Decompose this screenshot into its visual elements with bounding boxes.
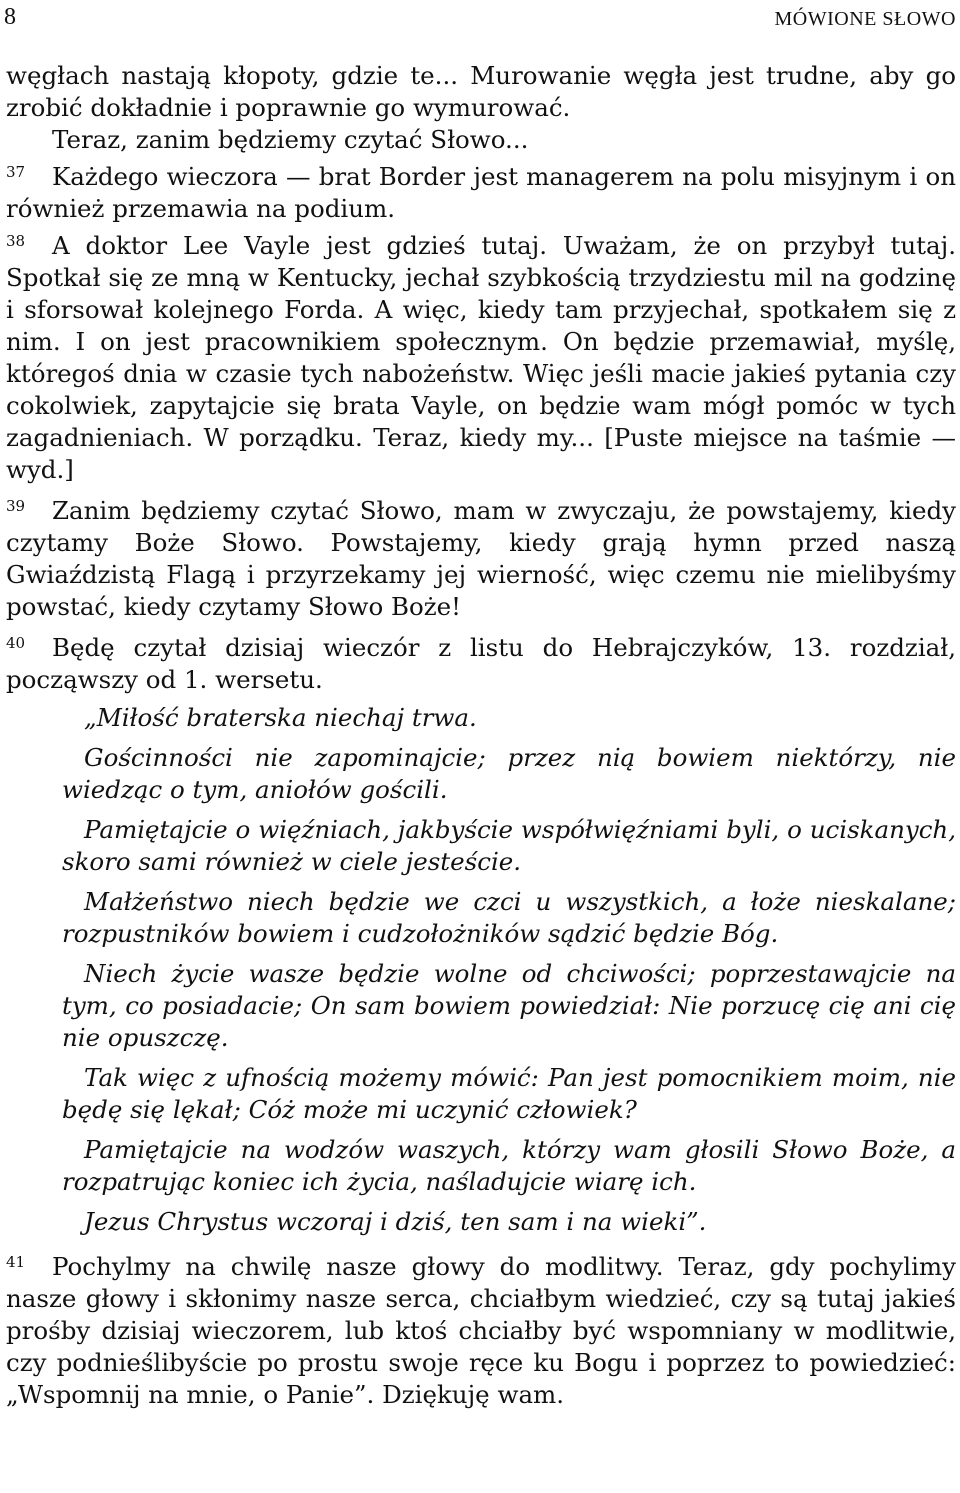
numbered-paragraph-41	[6, 1246, 956, 1411]
paragraph-text: Będę czytał dzisiaj wieczór z listu do Hebrajczyków, 13. rozdział, począwszy od 1. wersetu.	[6, 633, 956, 694]
scripture-verse: Pamiętajcie na wodzów waszych, którzy wam głosili Słowo Boże, a rozpatrując koniec ich życia, naśladujcie wiarę ich.	[62, 1135, 956, 1196]
page-body	[6, 60, 956, 1411]
numbered-paragraph-39	[6, 490, 956, 623]
numbered-paragraph-40	[6, 627, 956, 696]
numbered-paragraph-38	[6, 225, 956, 486]
scripture-verse: Gościnności nie zapominajcie; przez nią bowiem niektórzy, nie wiedząc o tym, aniołów gościli.	[62, 743, 956, 804]
scripture-quote	[62, 702, 956, 1238]
paragraph-number: 39	[6, 497, 26, 515]
page-header	[0, 4, 960, 38]
paragraph-text: Pochylmy na chwilę nasze głowy do modlitwy. Teraz, gdy pochylimy nasze głowy i skłonimy nasze serca, chciałbym wiedzieć, czy są tutaj jakieś prośby dzisiaj wieczorem, lub ktoś chciałby być wspomniany w modlitwie, czy podnieślibyście po prostu swoje ręce ku Bogu i poprzez to powiedzieć: „Wspomnij na mnie, o Panie”. Dziękuję wam.	[6, 1252, 956, 1409]
running-title: MÓWIONE SŁOWO	[774, 8, 956, 30]
paragraph-number: 38	[6, 232, 26, 250]
paragraph: Teraz, zanim będziemy czytać Słowo...	[52, 125, 529, 154]
scripture-verse: Jezus Chrystus wczoraj i dziś, ten sam i na wieki”.	[84, 1207, 707, 1236]
paragraph-number: 40	[6, 634, 26, 652]
paragraph-text: Zanim będziemy czytać Słowo, mam w zwyczaju, że powstajemy, kiedy czytamy Boże Słowo. Powstajemy, kiedy grają hymn przed naszą Gwiaździstą Flagą i przyrzekamy jej wierność, więc czemu nie mielibyśmy powstać, kiedy czytamy Słowo Boże!	[6, 496, 956, 621]
paragraph-continued: węgłach nastają kłopoty, gdzie te... Murowanie węgła jest trudne, aby go zrobić dokładnie i poprawnie go wymurować.	[6, 61, 956, 122]
scripture-verse: Małżeństwo niech będzie we czci u wszystkich, a łoże nieskalane; rozpustników bowiem i cudzołożników sądzić będzie Bóg.	[62, 887, 956, 948]
paragraph-text: Każdego wieczora — brat Border jest managerem na polu misyjnym i on również przemawia na podium.	[6, 162, 956, 223]
paragraph-number: 41	[6, 1253, 26, 1271]
scripture-verse: Pamiętajcie o więźniach, jakbyście współwięźniami byli, o uciskanych, skoro sami również w ciele jesteście.	[62, 815, 956, 876]
scripture-verse: Niech życie wasze będzie wolne od chciwości; poprzestawajcie na tym, co posiadacie; On sam bowiem powiedział: Nie porzucę cię ani cię nie opuszczę.	[62, 959, 956, 1052]
paragraph-text: A doktor Lee Vayle jest gdzieś tutaj. Uważam, że on przybył tutaj. Spotkał się ze mną w Kentucky, jechał szybkością trzydziestu mil na godzinę i sforsował kolejnego Forda. A więc, kiedy tam przyjechał, spotkałem się z nim. I on jest pracownikiem społecznym. On będzie przemawiał, myślę, któregoś dnia w czasie tych nabożeństw. Więc jeśli macie jakieś pytania czy cokolwiek, zapytajcie się brata Vayle, on będzie wam mógł pomóc w tych zagadnieniach. W porządku. Teraz, kiedy my... [Puste miejsce na taśmie — wyd.]	[6, 231, 956, 484]
scripture-verse: Tak więc z ufnością możemy mówić: Pan jest pomocnikiem moim, nie będę się lękał; Cóż może mi uczynić człowiek?	[62, 1063, 956, 1124]
numbered-paragraph-37	[6, 156, 956, 225]
scripture-verse: „Miłość braterska niechaj trwa.	[84, 703, 477, 732]
page-number: 8	[4, 4, 16, 30]
paragraph-number: 37	[6, 163, 26, 181]
